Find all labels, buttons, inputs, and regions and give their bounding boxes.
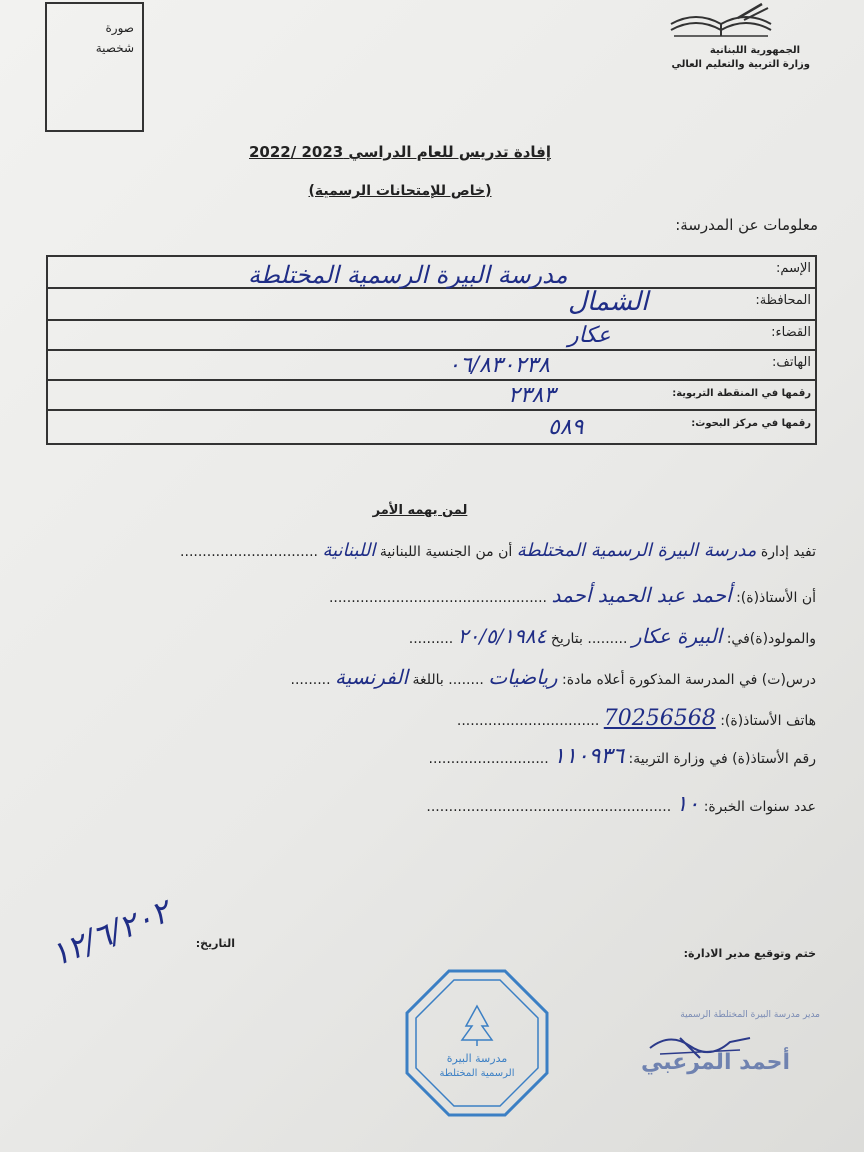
to-whom-heading: لمن يهمه الأمر xyxy=(372,503,468,518)
line1-value: مدرسة البيرة الرسمية المختلطة xyxy=(516,540,757,561)
table-row xyxy=(47,256,816,288)
row-district xyxy=(47,320,816,350)
line5-prefix: هاتف الأستاذ(ة): xyxy=(720,713,816,729)
line4-value: رياضيات xyxy=(488,665,558,689)
row-value: عكار xyxy=(568,323,611,348)
stamp-seal-icon xyxy=(404,968,550,1118)
line6-prefix: رقم الأستاذ(ة) في وزارة التربية: xyxy=(628,751,816,767)
line5-value: 70256568 xyxy=(603,706,716,731)
director-name: أحمد المرعبي xyxy=(640,1050,790,1075)
row-governorate xyxy=(47,288,816,320)
row-edu-region xyxy=(47,380,816,410)
row-label: رقمها في المنقطة التربوية: xyxy=(672,388,811,399)
signature-label: ختم وتوقيع مدير الادارة: xyxy=(683,947,816,960)
line4-prefix: درس(ت) في المدرسة المذكورة أعلاه مادة: xyxy=(562,672,816,688)
row-label: رقمها في مركز البحوث: xyxy=(691,418,811,429)
photo-label-line2: شخصية xyxy=(95,41,134,55)
row-label: الهاتف: xyxy=(772,355,811,370)
open-book-icon xyxy=(666,2,776,42)
ministry-label: وزارة التربية والتعليم العالي xyxy=(671,59,810,70)
table-row xyxy=(47,350,816,380)
row-phone xyxy=(47,350,816,380)
line3-value: البيرة عكار xyxy=(631,624,723,648)
table-row xyxy=(47,288,816,320)
date-value: ١٢/٦/٢٠٢ xyxy=(45,892,175,974)
body-line-1: تفيد إدارة مدرسة البيرة الرسمية المختلطة أن من الجنسية اللبنانية اللبنانية ............................... xyxy=(180,540,816,561)
row-label: الإسم: xyxy=(776,261,811,276)
line3-date: ٢٠/٥/١٩٨٤ xyxy=(457,624,547,648)
body-line-6: رقم الأستاذ(ة) في وزارة التربية: ١١٠٩٣٦ ........................... xyxy=(428,744,816,769)
body-line-5: هاتف الأستاذ(ة): 70256568 ................................ xyxy=(456,706,816,731)
stamp-line2: الرسمية المختلطة xyxy=(439,1068,515,1079)
body-line-3: والمولود(ة)في: البيرة عكار ......... بتاريخ ٢٠/٥/١٩٨٤ .......... xyxy=(408,624,816,648)
row-value: مدرسة البيرة الرسمية المختلطة xyxy=(248,261,568,289)
line4-lang: الفرنسية xyxy=(335,665,409,689)
table-row xyxy=(47,380,816,410)
table-row xyxy=(47,410,816,444)
line1-value2: اللبنانية xyxy=(322,540,376,561)
row-value: ٠٦/٨٣٠٢٣٨ xyxy=(448,353,550,378)
school-info-table xyxy=(46,255,817,445)
line1-prefix: تفيد إدارة xyxy=(760,544,816,560)
stamp-line1: مدرسة البيرة xyxy=(446,1052,508,1065)
line3-prefix: والمولود(ة)في: xyxy=(726,631,816,647)
director-title: مدير مدرسة البيرة المختلطة الرسمية xyxy=(680,1010,820,1020)
photo-label-line1: صورة xyxy=(105,21,134,35)
line6-value: ١١٠٩٣٦ xyxy=(553,744,625,769)
line3-mid: بتاريخ xyxy=(550,631,583,647)
line7-value: ١٠ xyxy=(675,792,700,817)
table-row xyxy=(47,320,816,350)
photo-label xyxy=(96,18,134,58)
line2-value: أحمد عبد الحميد أحمد xyxy=(551,583,732,607)
page-title: إفادة تدريس للعام الدراسي 2023 /2022 xyxy=(249,143,551,161)
row-label: المحافظة: xyxy=(755,293,811,308)
line1-mid: أن xyxy=(498,544,513,560)
line7-prefix: عدد سنوات الخبرة: xyxy=(703,799,816,815)
row-value: ٥٨٩ xyxy=(548,415,584,440)
page-subtitle: (خاص للإمتحانات الرسمية) xyxy=(308,183,492,199)
date-label: التاريخ: xyxy=(195,937,235,950)
line2-prefix: أن الأستاذ(ة): xyxy=(736,590,816,606)
row-value: ٢٣٨٣ xyxy=(508,383,556,408)
line1-suffix: من الجنسية اللبنانية xyxy=(379,544,494,560)
row-label: القضاء: xyxy=(771,325,811,340)
row-name xyxy=(47,256,816,288)
line4-mid: باللغة xyxy=(412,672,444,688)
body-line-4: درس(ت) في المدرسة المذكورة أعلاه مادة: رياضيات ........ باللغة الفرنسية ......... xyxy=(290,665,816,689)
photo-box xyxy=(45,2,144,132)
republic-label: الجمهورية اللبنانية xyxy=(709,45,800,56)
row-research-center xyxy=(47,410,816,444)
body-line-7: عدد سنوات الخبرة: ١٠ ....................................................... xyxy=(426,792,816,817)
school-info-heading: معلومات عن المدرسة: xyxy=(675,216,818,234)
body-line-2: أن الأستاذ(ة): أحمد عبد الحميد أحمد ................................................. xyxy=(328,583,816,607)
row-value: الشمال xyxy=(568,287,649,317)
school-stamp xyxy=(404,968,550,1118)
